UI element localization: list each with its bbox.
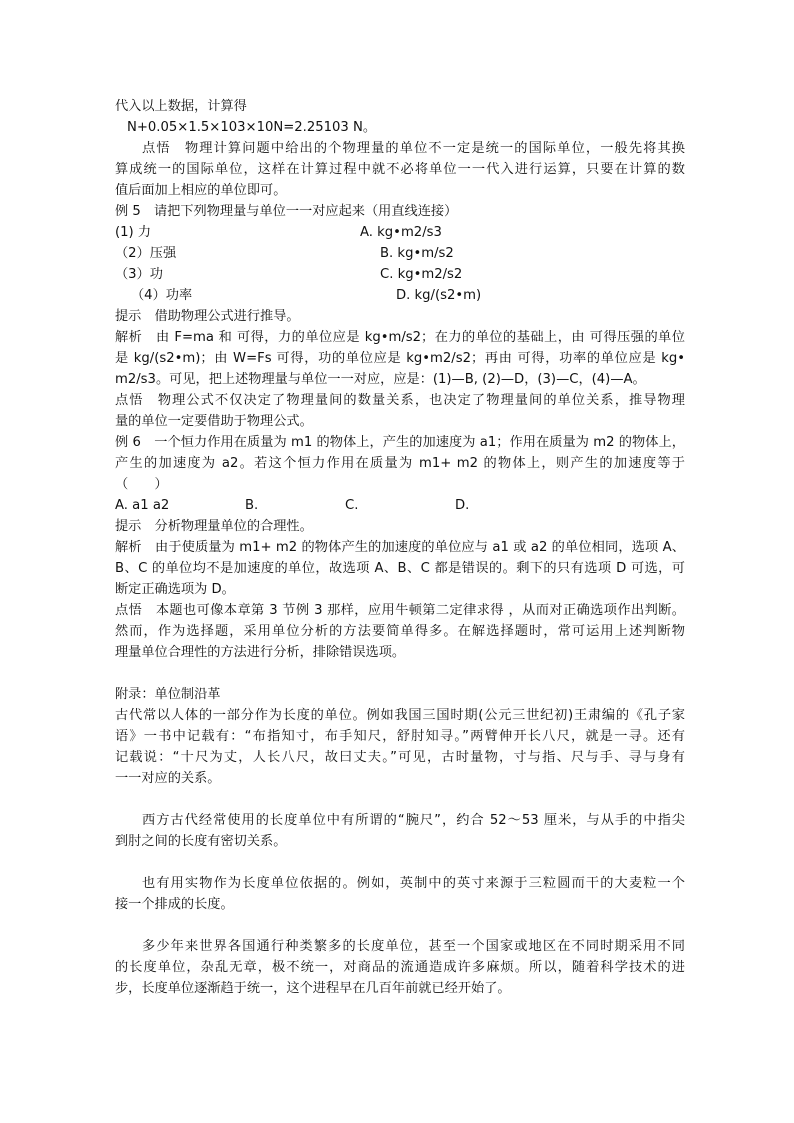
text-line: 一一对应的关系。 [115, 771, 221, 786]
text-line: B、C 的单位均不是加速度的单位，故选项 A、B、C 都是错误的。剩下的只有选项 D 可选，可 [115, 561, 685, 576]
text-line: 到肘之间的长度有密切关系。 [115, 834, 287, 849]
text-line: 量的单位一定要借助于物理公式。 [115, 414, 313, 429]
unit-d: D. kg/(s2•m) [396, 288, 482, 303]
text-line: 算成统一的国际单位，这样在计算过程中就不必将单位一一代入进行运算，只要在计算的数 [115, 162, 685, 177]
text-line: 代入以上数据，计算得 [115, 99, 247, 114]
text-line: 点悟 物理计算问题中给出的个物理量的单位不一定是统一的国际单位，一般先将其换 [142, 141, 685, 156]
text-line: m2/s3。可见，把上述物理量与单位一一对应，应是：(1)—B, (2)—D，(3)—C，(4)—A。 [115, 372, 646, 387]
text-line: 断定正确选项为 D。 [115, 582, 235, 597]
example-5-heading: 例 5 请把下列物理量与单位一一对应起来（用直线连接） [115, 204, 458, 219]
example-6-heading: 例 6 一个恒力作用在质量为 m1 的物体上，产生的加速度为 a1；作用在质量为 m2 的物体上， [115, 435, 685, 450]
text-line: 值后面加上相应的单位即可。 [115, 183, 287, 198]
text-line: 点悟 本题也可像本章第 3 节例 3 那样，应用牛顿第二定律求得 ，从而对正确选项作出判断。 [115, 603, 685, 618]
quantity-pressure: （2）压强 [115, 246, 177, 261]
text-line: 也有用实物作为长度单位依据的。例如，英制中的英寸来源于三粒圆而干的大麦粒一个 [142, 876, 685, 891]
text-line: N+0.05×1.5×103×10N=2.25103 N。 [127, 120, 377, 135]
text-line: 提示 借助物理公式进行推导。 [115, 309, 300, 324]
text-line: 步，长度单位逐渐趋于统一，这个进程早在几百年前就已经开始了。 [115, 981, 511, 996]
text-line: 点悟 物理公式不仅决定了物理量间的数量关系，也决定了物理量间的单位关系，推导物理 [115, 393, 685, 408]
text-line: 古代常以人体的一部分作为长度的单位。例如我国三国时期(公元三世纪初)王肃编的《孔子家 [115, 708, 685, 723]
text-line: 多少年来世界各国通行种类繁多的长度单位，甚至一个国家或地区在不同时期采用不同 [142, 939, 685, 954]
text-line: 解析 由于使质量为 m1+ m2 的物体产生的加速度的单位应与 a1 或 a2 的单位相同，选项 A、 [115, 540, 685, 555]
text-line: 记载说：“十尺为丈，人长八尺，故曰丈夫。”可见，古时量物，寸与指、尺与手、寻与身有 [115, 750, 685, 765]
quantity-power: （4）功率 [131, 288, 193, 303]
text-line: 解析 由 F=ma 和 可得，力的单位应是 kg•m/s2；在力的单位的基础上，由 可得压强的单位 [115, 330, 685, 345]
text-line: 语》一书中记载有：“布指知寸，布手知尺，舒肘知寻。”两臂伸开长八尺，就是一寻。还有 [115, 729, 685, 744]
quantity-force: (1) 力 [115, 225, 152, 240]
text-line: 的长度单位，杂乱无章，极不统一，对商品的流通造成许多麻烦。所以，随着科学技术的进 [115, 960, 685, 975]
text-line: 理量单位合理性的方法进行分析，排除错误选项。 [115, 645, 406, 660]
option-a: A. a1 a2 [115, 498, 170, 513]
text-line: 是 kg/(s2•m)；由 W=Fs 可得，功的单位应是 kg•m2/s2；再由 可得，功率的单位应是 kg• [115, 351, 685, 366]
text-line: 然而，作为选择题，采用单位分析的方法要简单得多。在解选择题时，常可运用上述判断物 [115, 624, 685, 639]
option-d: D. [455, 498, 470, 513]
appendix-heading: 附录：单位制沿革 [115, 687, 221, 702]
text-line: 产生的加速度为 a2。若这个恒力作用在质量为 m1+ m2 的物体上，则产生的加速度等于 [115, 456, 685, 471]
quantity-work: （3）功 [115, 267, 163, 282]
text-line: 接一个排成的长度。 [115, 897, 234, 912]
unit-b: B. kg•m/s2 [380, 246, 454, 261]
option-c: C. [345, 498, 359, 513]
option-b: B. [245, 498, 259, 513]
text-line: （ ） [115, 477, 168, 492]
unit-a: A. kg•m2/s3 [360, 225, 442, 240]
unit-c: C. kg•m2/s2 [380, 267, 463, 282]
text-line: 提示 分析物理量单位的合理性。 [115, 519, 313, 534]
text-line: 西方古代经常使用的长度单位中有所谓的“腕尺”，约合 52～53 厘米，与从手的中指尖 [142, 813, 685, 828]
